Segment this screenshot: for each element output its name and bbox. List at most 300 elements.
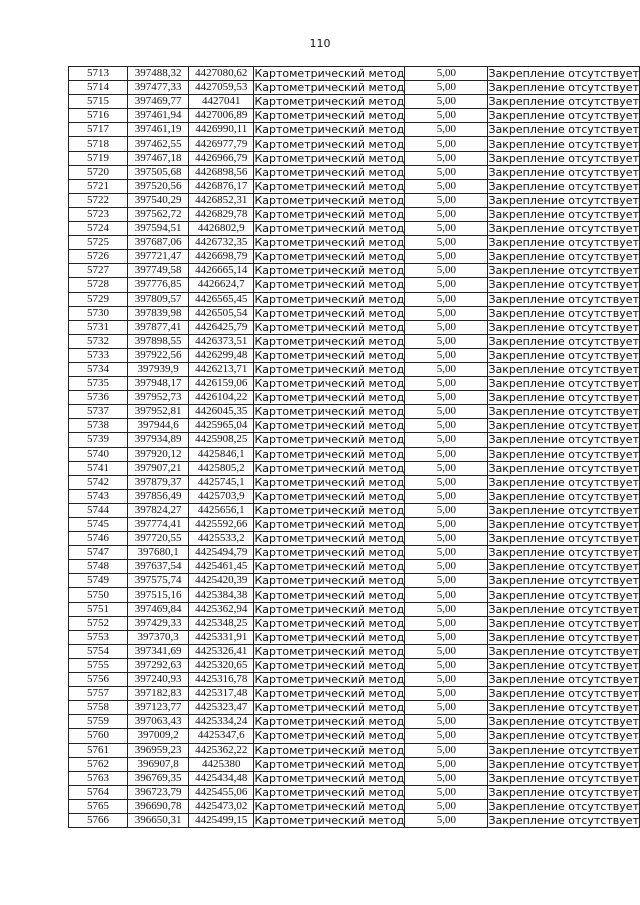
- point-number-cell: 5723: [69, 207, 128, 221]
- y-coordinate-cell: 4426159,06: [189, 377, 254, 391]
- table-row: [69, 236, 640, 250]
- method-cell: Картометрический метод: [254, 743, 405, 757]
- x-coordinate-cell: 397687,06: [128, 236, 189, 250]
- y-coordinate-cell: 4426425,79: [189, 320, 254, 334]
- point-number-cell: 5737: [69, 405, 128, 419]
- table-row: [69, 743, 640, 757]
- x-coordinate-cell: 397429,33: [128, 616, 189, 630]
- point-number-cell: 5713: [69, 67, 128, 81]
- fixation-cell: Закрепление отсутствует: [488, 799, 639, 813]
- y-coordinate-cell: 4426698,79: [189, 250, 254, 264]
- accuracy-cell: 5,00: [405, 588, 488, 602]
- method-cell: Картометрический метод: [254, 658, 405, 672]
- x-coordinate-cell: 397952,73: [128, 391, 189, 405]
- accuracy-cell: 5,00: [405, 757, 488, 771]
- x-coordinate-cell: 396690,78: [128, 799, 189, 813]
- x-coordinate-cell: 397063,43: [128, 715, 189, 729]
- method-cell: Картометрический метод: [254, 574, 405, 588]
- point-number-cell: 5726: [69, 250, 128, 264]
- fixation-cell: Закрепление отсутствует: [488, 574, 639, 588]
- fixation-cell: Закрепление отсутствует: [488, 109, 639, 123]
- table-row: [69, 475, 640, 489]
- table-row: [69, 250, 640, 264]
- table-row: [69, 179, 640, 193]
- table-row: [69, 306, 640, 320]
- method-cell: Картометрический метод: [254, 95, 405, 109]
- x-coordinate-cell: 397720,55: [128, 532, 189, 546]
- y-coordinate-cell: 4425846,1: [189, 447, 254, 461]
- point-number-cell: 5732: [69, 334, 128, 348]
- table-row: [69, 334, 640, 348]
- x-coordinate-cell: 397721,47: [128, 250, 189, 264]
- y-coordinate-cell: 4425380: [189, 757, 254, 771]
- method-cell: Картометрический метод: [254, 532, 405, 546]
- x-coordinate-cell: 397824,27: [128, 503, 189, 517]
- page-number: 110: [309, 37, 331, 50]
- point-number-cell: 5717: [69, 123, 128, 137]
- fixation-cell: Закрепление отсутствует: [488, 630, 639, 644]
- y-coordinate-cell: 4426977,79: [189, 137, 254, 151]
- y-coordinate-cell: 4426732,35: [189, 236, 254, 250]
- table-row: [69, 391, 640, 405]
- point-number-cell: 5765: [69, 799, 128, 813]
- method-cell: Картометрический метод: [254, 447, 405, 461]
- method-cell: Картометрический метод: [254, 799, 405, 813]
- method-cell: Картометрический метод: [254, 588, 405, 602]
- table-body: [69, 67, 640, 828]
- method-cell: Картометрический метод: [254, 348, 405, 362]
- fixation-cell: Закрепление отсутствует: [488, 673, 639, 687]
- method-cell: Картометрический метод: [254, 222, 405, 236]
- x-coordinate-cell: 397467,18: [128, 151, 189, 165]
- fixation-cell: Закрепление отсутствует: [488, 67, 639, 81]
- accuracy-cell: 5,00: [405, 616, 488, 630]
- fixation-cell: Закрепление отсутствует: [488, 433, 639, 447]
- method-cell: Картометрический метод: [254, 67, 405, 81]
- x-coordinate-cell: 397877,41: [128, 320, 189, 334]
- accuracy-cell: 5,00: [405, 179, 488, 193]
- fixation-cell: Закрепление отсутствует: [488, 250, 639, 264]
- y-coordinate-cell: 4427080,62: [189, 67, 254, 81]
- fixation-cell: Закрепление отсутствует: [488, 771, 639, 785]
- table-row: [69, 151, 640, 165]
- accuracy-cell: 5,00: [405, 546, 488, 560]
- point-number-cell: 5764: [69, 785, 128, 799]
- x-coordinate-cell: 397469,84: [128, 602, 189, 616]
- y-coordinate-cell: 4426299,48: [189, 348, 254, 362]
- accuracy-cell: 5,00: [405, 151, 488, 165]
- method-cell: Картометрический метод: [254, 687, 405, 701]
- fixation-cell: Закрепление отсутствует: [488, 264, 639, 278]
- accuracy-cell: 5,00: [405, 574, 488, 588]
- table-row: [69, 292, 640, 306]
- point-number-cell: 5721: [69, 179, 128, 193]
- table-row: [69, 362, 640, 376]
- accuracy-cell: 5,00: [405, 729, 488, 743]
- accuracy-cell: 5,00: [405, 602, 488, 616]
- fixation-cell: Закрепление отсутствует: [488, 518, 639, 532]
- table-row: [69, 447, 640, 461]
- fixation-cell: Закрепление отсутствует: [488, 814, 639, 828]
- method-cell: Картометрический метод: [254, 616, 405, 630]
- table-row: [69, 630, 640, 644]
- method-cell: Картометрический метод: [254, 151, 405, 165]
- accuracy-cell: 5,00: [405, 109, 488, 123]
- y-coordinate-cell: 4427006,89: [189, 109, 254, 123]
- accuracy-cell: 5,00: [405, 123, 488, 137]
- x-coordinate-cell: 397575,74: [128, 574, 189, 588]
- accuracy-cell: 5,00: [405, 630, 488, 644]
- table-row: [69, 574, 640, 588]
- point-number-cell: 5750: [69, 588, 128, 602]
- accuracy-cell: 5,00: [405, 362, 488, 376]
- y-coordinate-cell: 4426104,22: [189, 391, 254, 405]
- coordinates-table: [68, 66, 640, 828]
- y-coordinate-cell: 4426829,78: [189, 207, 254, 221]
- accuracy-cell: 5,00: [405, 489, 488, 503]
- method-cell: Картометрический метод: [254, 405, 405, 419]
- y-coordinate-cell: 4425316,78: [189, 673, 254, 687]
- accuracy-cell: 5,00: [405, 391, 488, 405]
- method-cell: Картометрический метод: [254, 264, 405, 278]
- point-number-cell: 5742: [69, 475, 128, 489]
- accuracy-cell: 5,00: [405, 771, 488, 785]
- point-number-cell: 5745: [69, 518, 128, 532]
- point-number-cell: 5756: [69, 673, 128, 687]
- point-number-cell: 5755: [69, 658, 128, 672]
- x-coordinate-cell: 397907,21: [128, 461, 189, 475]
- accuracy-cell: 5,00: [405, 306, 488, 320]
- x-coordinate-cell: 397292,63: [128, 658, 189, 672]
- point-number-cell: 5729: [69, 292, 128, 306]
- fixation-cell: Закрепление отсутствует: [488, 222, 639, 236]
- x-coordinate-cell: 397839,98: [128, 306, 189, 320]
- x-coordinate-cell: 397920,12: [128, 447, 189, 461]
- x-coordinate-cell: 397370,3: [128, 630, 189, 644]
- y-coordinate-cell: 4425323,47: [189, 701, 254, 715]
- point-number-cell: 5727: [69, 264, 128, 278]
- x-coordinate-cell: 397879,37: [128, 475, 189, 489]
- accuracy-cell: 5,00: [405, 348, 488, 362]
- point-number-cell: 5728: [69, 278, 128, 292]
- point-number-cell: 5748: [69, 560, 128, 574]
- fixation-cell: Закрепление отсутствует: [488, 602, 639, 616]
- accuracy-cell: 5,00: [405, 292, 488, 306]
- fixation-cell: Закрепление отсутствует: [488, 179, 639, 193]
- point-number-cell: 5740: [69, 447, 128, 461]
- point-number-cell: 5744: [69, 503, 128, 517]
- point-number-cell: 5762: [69, 757, 128, 771]
- x-coordinate-cell: 397469,77: [128, 95, 189, 109]
- point-number-cell: 5714: [69, 81, 128, 95]
- accuracy-cell: 5,00: [405, 447, 488, 461]
- table-row: [69, 771, 640, 785]
- accuracy-cell: 5,00: [405, 673, 488, 687]
- fixation-cell: Закрепление отсутствует: [488, 687, 639, 701]
- x-coordinate-cell: 397488,32: [128, 67, 189, 81]
- method-cell: Картометрический метод: [254, 489, 405, 503]
- accuracy-cell: 5,00: [405, 715, 488, 729]
- accuracy-cell: 5,00: [405, 334, 488, 348]
- method-cell: Картометрический метод: [254, 546, 405, 560]
- x-coordinate-cell: 397240,93: [128, 673, 189, 687]
- point-number-cell: 5760: [69, 729, 128, 743]
- table-row: [69, 137, 640, 151]
- x-coordinate-cell: 397182,83: [128, 687, 189, 701]
- fixation-cell: Закрепление отсутствует: [488, 503, 639, 517]
- method-cell: Картометрический метод: [254, 81, 405, 95]
- x-coordinate-cell: 397856,49: [128, 489, 189, 503]
- y-coordinate-cell: 4426373,51: [189, 334, 254, 348]
- y-coordinate-cell: 4425965,04: [189, 419, 254, 433]
- x-coordinate-cell: 397774,41: [128, 518, 189, 532]
- x-coordinate-cell: 397520,56: [128, 179, 189, 193]
- accuracy-cell: 5,00: [405, 81, 488, 95]
- x-coordinate-cell: 397749,58: [128, 264, 189, 278]
- fixation-cell: Закрепление отсутствует: [488, 785, 639, 799]
- method-cell: Картометрический метод: [254, 560, 405, 574]
- fixation-cell: Закрепление отсутствует: [488, 320, 639, 334]
- fixation-cell: Закрепление отсутствует: [488, 193, 639, 207]
- table-row: [69, 264, 640, 278]
- fixation-cell: Закрепление отсутствует: [488, 475, 639, 489]
- y-coordinate-cell: 4426802,9: [189, 222, 254, 236]
- table-row: [69, 673, 640, 687]
- fixation-cell: Закрепление отсутствует: [488, 391, 639, 405]
- fixation-cell: Закрепление отсутствует: [488, 123, 639, 137]
- table-row: [69, 799, 640, 813]
- accuracy-cell: 5,00: [405, 475, 488, 489]
- x-coordinate-cell: 397939,9: [128, 362, 189, 376]
- table-row: [69, 546, 640, 560]
- method-cell: Картометрический метод: [254, 207, 405, 221]
- point-number-cell: 5747: [69, 546, 128, 560]
- accuracy-cell: 5,00: [405, 236, 488, 250]
- fixation-cell: Закрепление отсутствует: [488, 616, 639, 630]
- x-coordinate-cell: 396769,35: [128, 771, 189, 785]
- table-row: [69, 644, 640, 658]
- method-cell: Картометрический метод: [254, 278, 405, 292]
- accuracy-cell: 5,00: [405, 320, 488, 334]
- y-coordinate-cell: 4425420,39: [189, 574, 254, 588]
- point-number-cell: 5751: [69, 602, 128, 616]
- point-number-cell: 5735: [69, 377, 128, 391]
- accuracy-cell: 5,00: [405, 644, 488, 658]
- accuracy-cell: 5,00: [405, 799, 488, 813]
- accuracy-cell: 5,00: [405, 687, 488, 701]
- x-coordinate-cell: 397594,51: [128, 222, 189, 236]
- table-row: [69, 81, 640, 95]
- method-cell: Картометрический метод: [254, 306, 405, 320]
- fixation-cell: Закрепление отсутствует: [488, 757, 639, 771]
- y-coordinate-cell: 4426852,31: [189, 193, 254, 207]
- fixation-cell: Закрепление отсутствует: [488, 405, 639, 419]
- point-number-cell: 5741: [69, 461, 128, 475]
- method-cell: Картометрический метод: [254, 785, 405, 799]
- table-row: [69, 503, 640, 517]
- y-coordinate-cell: 4426876,17: [189, 179, 254, 193]
- fixation-cell: Закрепление отсутствует: [488, 658, 639, 672]
- point-number-cell: 5718: [69, 137, 128, 151]
- table-row: [69, 588, 640, 602]
- table-row: [69, 207, 640, 221]
- table-row: [69, 813, 640, 827]
- table-row: [69, 193, 640, 207]
- y-coordinate-cell: 4425499,15: [189, 813, 254, 827]
- point-number-cell: 5763: [69, 771, 128, 785]
- point-number-cell: 5716: [69, 109, 128, 123]
- accuracy-cell: 5,00: [405, 560, 488, 574]
- x-coordinate-cell: 397562,72: [128, 207, 189, 221]
- table-row: [69, 419, 640, 433]
- fixation-cell: Закрепление отсутствует: [488, 729, 639, 743]
- x-coordinate-cell: 397952,81: [128, 405, 189, 419]
- y-coordinate-cell: 4426898,56: [189, 165, 254, 179]
- fixation-cell: Закрепление отсутствует: [488, 137, 639, 151]
- accuracy-cell: 5,00: [405, 813, 488, 827]
- method-cell: Картометрический метод: [254, 419, 405, 433]
- method-cell: Картометрический метод: [254, 334, 405, 348]
- method-cell: Картометрический метод: [254, 701, 405, 715]
- y-coordinate-cell: 4425362,94: [189, 602, 254, 616]
- fixation-cell: Закрепление отсутствует: [488, 292, 639, 306]
- point-number-cell: 5720: [69, 165, 128, 179]
- fixation-cell: Закрепление отсутствует: [488, 165, 639, 179]
- point-number-cell: 5724: [69, 222, 128, 236]
- fixation-cell: Закрепление отсутствует: [488, 743, 639, 757]
- method-cell: Картометрический метод: [254, 814, 405, 828]
- accuracy-cell: 5,00: [405, 250, 488, 264]
- method-cell: Картометрический метод: [254, 673, 405, 687]
- table-row: [69, 532, 640, 546]
- table-row: [69, 518, 640, 532]
- accuracy-cell: 5,00: [405, 658, 488, 672]
- fixation-cell: Закрепление отсутствует: [488, 532, 639, 546]
- method-cell: Картометрический метод: [254, 433, 405, 447]
- fixation-cell: Закрепление отсутствует: [488, 363, 639, 377]
- point-number-cell: 5766: [69, 813, 128, 827]
- y-coordinate-cell: 4425384,38: [189, 588, 254, 602]
- y-coordinate-cell: 4425317,48: [189, 687, 254, 701]
- table-row: [69, 715, 640, 729]
- x-coordinate-cell: 397776,85: [128, 278, 189, 292]
- method-cell: Картометрический метод: [254, 630, 405, 644]
- method-cell: Картометрический метод: [254, 292, 405, 306]
- x-coordinate-cell: 397680,1: [128, 546, 189, 560]
- accuracy-cell: 5,00: [405, 95, 488, 109]
- method-cell: Картометрический метод: [254, 729, 405, 743]
- x-coordinate-cell: 397515,16: [128, 588, 189, 602]
- accuracy-cell: 5,00: [405, 419, 488, 433]
- table-row: [69, 757, 640, 771]
- method-cell: Картометрический метод: [254, 193, 405, 207]
- x-coordinate-cell: 396650,31: [128, 813, 189, 827]
- x-coordinate-cell: 396959,23: [128, 743, 189, 757]
- table-row: [69, 560, 640, 574]
- x-coordinate-cell: 397009,2: [128, 729, 189, 743]
- y-coordinate-cell: 4425326,41: [189, 644, 254, 658]
- y-coordinate-cell: 4425347,6: [189, 729, 254, 743]
- point-number-cell: 5719: [69, 151, 128, 165]
- table-row: [69, 109, 640, 123]
- accuracy-cell: 5,00: [405, 137, 488, 151]
- point-number-cell: 5722: [69, 193, 128, 207]
- accuracy-cell: 5,00: [405, 165, 488, 179]
- y-coordinate-cell: 4425592,66: [189, 518, 254, 532]
- point-number-cell: 5757: [69, 687, 128, 701]
- accuracy-cell: 5,00: [405, 405, 488, 419]
- method-cell: Картометрический метод: [254, 179, 405, 193]
- point-number-cell: 5758: [69, 701, 128, 715]
- accuracy-cell: 5,00: [405, 207, 488, 221]
- accuracy-cell: 5,00: [405, 503, 488, 517]
- fixation-cell: Закрепление отсутствует: [488, 151, 639, 165]
- x-coordinate-cell: 397922,56: [128, 348, 189, 362]
- method-cell: Картометрический метод: [254, 602, 405, 616]
- table-row: [69, 123, 640, 137]
- fixation-cell: Закрепление отсутствует: [488, 348, 639, 362]
- table-row: [69, 433, 640, 447]
- method-cell: Картометрический метод: [254, 475, 405, 489]
- point-number-cell: 5725: [69, 236, 128, 250]
- point-number-cell: 5759: [69, 715, 128, 729]
- x-coordinate-cell: 397462,55: [128, 137, 189, 151]
- table-row: [69, 348, 640, 362]
- y-coordinate-cell: 4426565,45: [189, 292, 254, 306]
- method-cell: Картометрический метод: [254, 236, 405, 250]
- method-cell: Картометрический метод: [254, 377, 405, 391]
- y-coordinate-cell: 4425494,79: [189, 546, 254, 560]
- x-coordinate-cell: 397948,17: [128, 377, 189, 391]
- table-row: [69, 729, 640, 743]
- y-coordinate-cell: 4427041: [189, 95, 254, 109]
- table-row: [69, 602, 640, 616]
- fixation-cell: Закрепление отсутствует: [488, 81, 639, 95]
- fixation-cell: Закрепление отсутствует: [488, 546, 639, 560]
- x-coordinate-cell: 397505,68: [128, 165, 189, 179]
- accuracy-cell: 5,00: [405, 278, 488, 292]
- x-coordinate-cell: 397461,94: [128, 109, 189, 123]
- table-row: [69, 461, 640, 475]
- fixation-cell: Закрепление отсутствует: [488, 334, 639, 348]
- point-number-cell: 5730: [69, 306, 128, 320]
- x-coordinate-cell: 397477,33: [128, 81, 189, 95]
- y-coordinate-cell: 4425656,1: [189, 503, 254, 517]
- table-row: [69, 320, 640, 334]
- point-number-cell: 5754: [69, 644, 128, 658]
- x-coordinate-cell: 397341,69: [128, 644, 189, 658]
- table-row: [69, 489, 640, 503]
- y-coordinate-cell: 4426665,14: [189, 264, 254, 278]
- point-number-cell: 5731: [69, 320, 128, 334]
- y-coordinate-cell: 4425334,24: [189, 715, 254, 729]
- y-coordinate-cell: 4426990,11: [189, 123, 254, 137]
- point-number-cell: 5743: [69, 489, 128, 503]
- fixation-cell: Закрепление отсутствует: [488, 715, 639, 729]
- point-number-cell: 5752: [69, 616, 128, 630]
- table-row: [69, 658, 640, 672]
- x-coordinate-cell: 397809,57: [128, 292, 189, 306]
- method-cell: Картометрический метод: [254, 503, 405, 517]
- method-cell: Картометрический метод: [254, 771, 405, 785]
- y-coordinate-cell: 4426505,54: [189, 306, 254, 320]
- method-cell: Картометрический метод: [254, 250, 405, 264]
- table-row: [69, 785, 640, 799]
- method-cell: Картометрический метод: [254, 320, 405, 334]
- point-number-cell: 5738: [69, 419, 128, 433]
- fixation-cell: Закрепление отсутствует: [488, 588, 639, 602]
- fixation-cell: Закрепление отсутствует: [488, 644, 639, 658]
